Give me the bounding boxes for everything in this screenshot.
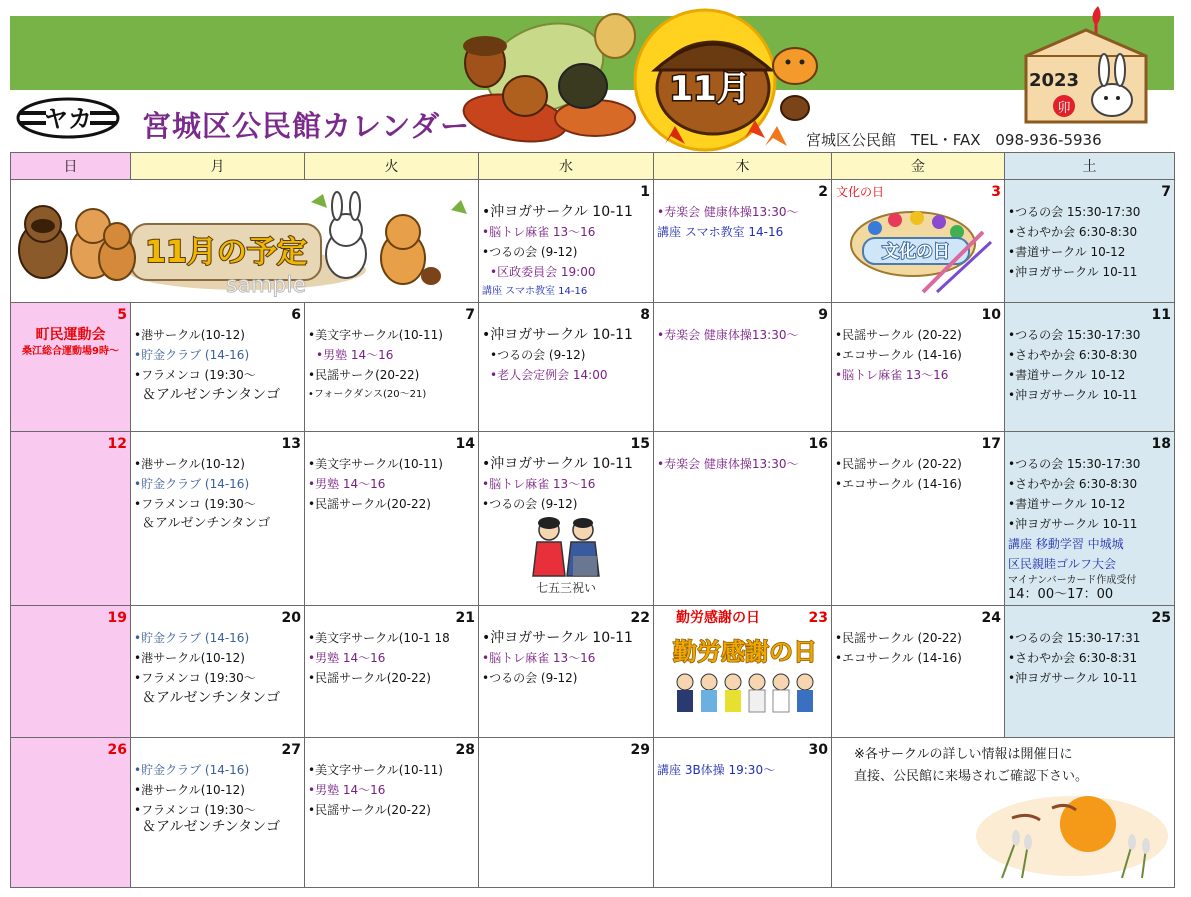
date-number: 1	[640, 184, 650, 200]
event-item: •フォークダンス(20～21)	[308, 389, 427, 400]
date-number: 16	[808, 436, 828, 452]
event-item: •寿楽会 健康体操13:30～	[657, 328, 799, 342]
date-number: 6	[291, 307, 301, 323]
day-cell-26	[11, 738, 131, 888]
event-item: •寿楽会 健康体操13:30～	[657, 457, 799, 471]
day-cell-27	[131, 738, 305, 888]
date-number: 21	[455, 610, 475, 626]
event-item: •沖ヨガサークル 10-11	[482, 327, 633, 343]
event-item: •港サークル(10-12)	[134, 328, 245, 342]
tel-number: 098-936-5936	[995, 131, 1102, 149]
event-item: •さわやか会 6:30-8:30	[1008, 225, 1138, 239]
day-cell-7	[305, 303, 479, 432]
day-cell-6	[131, 303, 305, 432]
event-item: •民謡サークル(20-22)	[308, 497, 431, 511]
event-item: •貯金クラブ (14-16)	[134, 477, 250, 491]
event-item: •区政委員会 19:00	[490, 265, 596, 279]
festival-place: 桑江総合運動場9時～	[22, 346, 119, 357]
day-cell-29	[479, 738, 654, 888]
date-number: 30	[808, 742, 828, 758]
labor-thanksgiving-workers-illustration	[665, 628, 825, 720]
event-item: •フラメンコ (19:30～	[134, 803, 256, 817]
culture-day-palette-illustration	[845, 202, 995, 294]
day-cell-30	[654, 738, 832, 888]
week-row-3	[11, 432, 1175, 606]
event-item: •脳トレ麻雀 13～16	[835, 368, 949, 382]
event-item: ＆アルゼンチンタンゴ	[142, 516, 271, 531]
shichigosan-children-illustration	[521, 516, 611, 578]
date-number: 15	[630, 436, 650, 452]
event-item: •書道サークル 10-12	[1008, 497, 1126, 511]
event-item: ＆アルゼンチンタンゴ	[142, 819, 281, 835]
event-item: •沖ヨガサークル 10-11	[1008, 671, 1138, 685]
event-item: •エコサークル (14-16)	[835, 348, 962, 362]
event-item: •エコサークル (14-16)	[835, 651, 962, 665]
november-schedule-banner	[11, 180, 479, 303]
event-item: •男塾 14～16	[308, 783, 386, 797]
event-item: •つるの会 15:30-17:31	[1008, 631, 1141, 645]
day-cell-11	[1005, 303, 1175, 432]
festival-label: 町民運動会	[35, 327, 106, 343]
notice-cell	[832, 738, 1175, 888]
date-number: 28	[455, 742, 475, 758]
event-item: •つるの会 (9-12)	[482, 245, 578, 259]
event-item: •港サークル(10-12)	[134, 783, 245, 797]
animal-party-illustration	[11, 180, 477, 298]
event-item: •貯金クラブ (14-16)	[134, 763, 250, 777]
event-item: ＆アルゼンチンタンゴ	[142, 387, 281, 403]
event-item: 区民親睦ゴルフ大会	[1008, 557, 1117, 571]
date-number: 5	[117, 307, 127, 323]
notice-text	[832, 738, 1174, 788]
weekday-sun: 日	[11, 153, 131, 180]
event-item: •民謡サークル(20-22)	[308, 803, 431, 817]
event-item: 14：00～17：00	[1008, 587, 1114, 602]
event-item: •書道サークル 10-12	[1008, 245, 1126, 259]
day-cell-17	[832, 432, 1005, 606]
hall-name: 宮城区公民館	[806, 131, 897, 149]
event-item: •脳トレ麻雀 13～16	[482, 477, 596, 491]
year-badge: 2023	[1028, 70, 1080, 91]
event-item: 講座 3B体操 19:30～	[657, 763, 776, 777]
event-item: •脳トレ麻雀 13～16	[482, 651, 596, 665]
date-number: 29	[630, 742, 650, 758]
contact-info	[806, 129, 1112, 150]
month-badge: 11月	[669, 69, 751, 109]
notice-line: ※各サークルの詳しい情報は開催日に	[854, 747, 1073, 762]
day-cell-28	[305, 738, 479, 888]
day-cell-13	[131, 432, 305, 606]
event-item: •フラメンコ (19:30～	[134, 368, 256, 382]
event-item: マイナンバーカード作成受付	[1008, 575, 1137, 586]
ema-plaque-illustration	[1020, 4, 1150, 126]
event-item: •つるの会 (9-12)	[482, 671, 578, 685]
day-cell-3	[832, 180, 1005, 303]
event-item: •つるの会 (9-12)	[490, 348, 586, 362]
date-number: 3	[991, 184, 1001, 200]
event-item: •つるの会 15:30-17:30	[1008, 457, 1141, 471]
event-item: •貯金クラブ (14-16)	[134, 631, 250, 645]
weekday-header-row	[11, 153, 1175, 180]
day-cell-16	[654, 432, 832, 606]
yaka-logo	[16, 96, 120, 140]
event-item: ＆アルゼンチンタンゴ	[142, 690, 281, 706]
event-item: •民謡サークル (20-22)	[835, 457, 962, 471]
event-item: •沖ヨガサークル 10-11	[482, 630, 633, 646]
event-item: •沖ヨガサークル 10-11	[1008, 388, 1138, 402]
week-row-5	[11, 738, 1175, 888]
event-item: •美文字サークル(10-11)	[308, 763, 443, 777]
date-number: 23	[808, 610, 828, 626]
svg-text:ヤカ: ヤカ	[44, 105, 92, 133]
event-item: 講座 スマホ教室 14-16	[657, 225, 784, 239]
event-item: •貯金クラブ (14-16)	[134, 348, 250, 362]
banner-watermark: sample	[226, 273, 306, 298]
day-cell-19	[11, 606, 131, 738]
event-item: •沖ヨガサークル 10-11	[482, 204, 633, 220]
day-cell-10	[832, 303, 1005, 432]
date-number: 10	[981, 307, 1001, 323]
date-number: 25	[1151, 610, 1171, 626]
day-cell-12	[11, 432, 131, 606]
event-item: •つるの会 15:30-17:30	[1008, 328, 1141, 342]
event-item: •民謡サークル (20-22)	[835, 631, 962, 645]
event-item: 講座 移動学習 中城城	[1008, 537, 1124, 551]
calendar-grid	[10, 152, 1175, 888]
event-item: •書道サークル 10-12	[1008, 368, 1126, 382]
date-number: 18	[1151, 436, 1171, 452]
event-item: •民謡サークル(20-22)	[308, 671, 431, 685]
date-number: 27	[281, 742, 301, 758]
event-item: •さわやか会 6:30-8:31	[1008, 651, 1138, 665]
weekday-fri: 金	[832, 153, 1005, 180]
day-cell-23	[654, 606, 832, 738]
date-number: 19	[107, 610, 127, 626]
acorn-leaves-illustration	[455, 8, 825, 154]
weekday-sat: 土	[1005, 153, 1175, 180]
date-number: 26	[107, 742, 127, 758]
event-item: •美文字サークル(10-11)	[308, 457, 443, 471]
event-item: •沖ヨガサークル 10-11	[1008, 517, 1138, 531]
day-cell-24	[832, 606, 1005, 738]
day-cell-14	[305, 432, 479, 606]
event-item: 講座 スマホ教室 14-16	[482, 286, 588, 297]
date-number: 24	[981, 610, 1001, 626]
event-item: •フラメンコ (19:30～	[134, 497, 256, 511]
day-cell-15	[479, 432, 654, 606]
weekday-thu: 木	[654, 153, 832, 180]
labor-day-art-label: 勤労感謝の日	[673, 638, 817, 666]
date-number: 8	[640, 307, 650, 323]
day-cell-25	[1005, 606, 1175, 738]
event-item: •美文字サークル(10-1 18	[308, 631, 450, 645]
date-number: 9	[818, 307, 828, 323]
event-item: •沖ヨガサークル 10-11	[1008, 265, 1138, 279]
shichigosan-label: 七五三祝い	[535, 581, 596, 595]
event-item: •男塾 14～16	[308, 651, 386, 665]
zodiac-badge: 卯	[1057, 101, 1071, 116]
event-item: •美文字サークル(10-11)	[308, 328, 443, 342]
holiday-label: 勤労感謝の日	[676, 610, 760, 626]
day-cell-2	[654, 180, 832, 303]
culture-day-art-label: 文化の日	[882, 242, 950, 262]
event-item: •男塾 14～16	[308, 477, 386, 491]
event-item: •民謡サーク(20-22)	[308, 368, 420, 382]
notice-line: 直接、公民館に来場されご確認下さい。	[854, 769, 1089, 784]
event-item: •つるの会 15:30-17:30	[1008, 205, 1141, 219]
date-number: 17	[981, 436, 1001, 452]
day-cell-20	[131, 606, 305, 738]
event-item: •つるの会 (9-12)	[482, 497, 578, 511]
event-item: •さわやか会 6:30-8:30	[1008, 348, 1138, 362]
day-cell-1	[479, 180, 654, 303]
weekday-mon: 月	[131, 153, 305, 180]
page-title: 宮城区公民館カレンダー	[142, 109, 471, 143]
week-row-2	[11, 303, 1175, 432]
date-number: 22	[630, 610, 650, 626]
date-number: 11	[1151, 307, 1171, 323]
event-item: •フラメンコ (19:30～	[134, 671, 256, 685]
date-number: 12	[107, 436, 127, 452]
tel-label: TEL・FAX	[910, 131, 981, 149]
date-number: 2	[818, 184, 828, 200]
date-number: 7	[1161, 184, 1171, 200]
week-row-1	[11, 180, 1175, 303]
day-cell-9	[654, 303, 832, 432]
event-item: •沖ヨガサークル 10-11	[482, 456, 633, 472]
day-cell-4	[1005, 180, 1175, 303]
day-cell-22	[479, 606, 654, 738]
day-cell-5	[11, 303, 131, 432]
event-item: •エコサークル (14-16)	[835, 477, 962, 491]
event-item: •脳トレ麻雀 13～16	[482, 225, 596, 239]
weekday-tue: 火	[305, 153, 479, 180]
autumn-moon-illustration	[972, 788, 1172, 880]
date-number: 13	[281, 436, 301, 452]
event-item: •寿楽会 健康体操13:30～	[657, 205, 799, 219]
event-item: •男塾 14～16	[316, 348, 394, 362]
header	[0, 0, 1191, 152]
holiday-label: 文化の日	[836, 185, 885, 199]
week-row-4	[11, 606, 1175, 738]
day-cell-21	[305, 606, 479, 738]
date-number: 7	[465, 307, 475, 323]
event-item: •さわやか会 6:30-8:30	[1008, 477, 1138, 491]
event-item: •港サークル(10-12)	[134, 457, 245, 471]
event-item: •民謡サークル (20-22)	[835, 328, 962, 342]
date-number: 20	[281, 610, 301, 626]
event-item: •港サークル(10-12)	[134, 651, 245, 665]
day-cell-8	[479, 303, 654, 432]
event-item: •老人会定例会 14:00	[490, 368, 608, 382]
banner-title: 11月の予定	[145, 235, 307, 270]
date-number: 14	[455, 436, 475, 452]
weekday-wed: 水	[479, 153, 654, 180]
day-cell-18	[1005, 432, 1175, 606]
